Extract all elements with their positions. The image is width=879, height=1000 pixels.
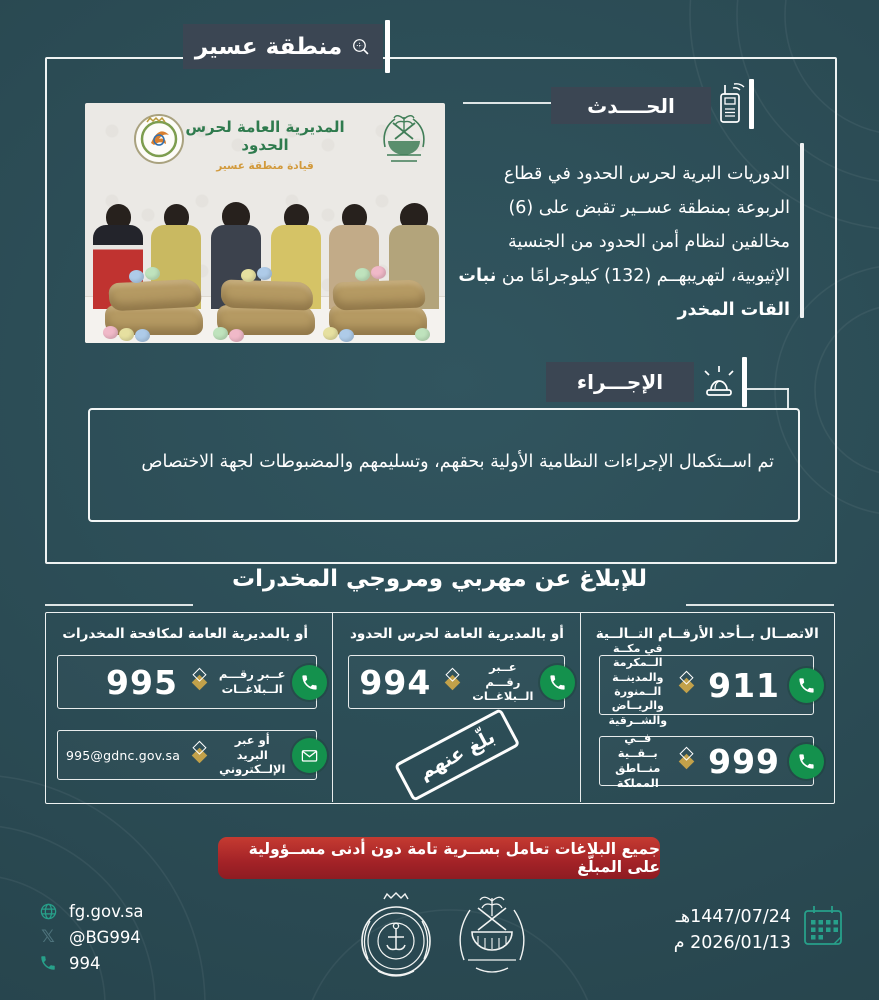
procedure-section-title-box	[546, 362, 694, 402]
contact-box-999	[599, 731, 814, 790]
footer-website-row	[38, 901, 144, 921]
footer-website: fg.gov.sa	[69, 901, 144, 921]
qat-bundle	[339, 329, 354, 342]
procedure-accent-bar	[742, 357, 747, 407]
procedure-section-title: الإجـــراء	[576, 370, 664, 394]
event-body-text	[458, 157, 790, 327]
column-call-numbers	[580, 612, 833, 802]
diamond-bullet	[679, 677, 695, 693]
border-guard-emblem	[354, 891, 438, 987]
x-logo-icon: 𝕏	[41, 927, 55, 947]
border-guard-header: أو بالمديرية العامة لحرس الحدود	[349, 626, 564, 642]
diamond-bullet	[192, 674, 208, 690]
email-address: 995@gdnc.gov.sa	[65, 747, 181, 763]
label-994: عــبر رقـــم الــبلاغــات	[472, 659, 534, 704]
footer-x-handle: @BG994	[69, 927, 141, 947]
event-connector-line	[463, 102, 551, 104]
qat-bundle	[229, 329, 244, 342]
qat-bundle	[415, 328, 430, 341]
call-numbers-header: الاتصــال بــأحد الأرقــام التــالــية	[595, 626, 819, 642]
footer-phone-row	[38, 953, 144, 973]
label-911: في مكــة الــمكرمة والمدينــة الــمنورة والريــاض والشــرقية	[608, 642, 668, 727]
footer-contacts	[38, 901, 144, 973]
contact-box-911	[599, 642, 814, 727]
footer-emblems	[352, 888, 538, 990]
globe-icon	[38, 901, 58, 921]
diamond-bullet	[679, 753, 695, 769]
label-email: أو عبر البريد الإلــكتروني	[219, 732, 286, 777]
event-accent-bar	[749, 79, 754, 129]
qat-bundle	[135, 329, 150, 342]
region-accent-bar	[385, 20, 390, 73]
qat-bundle	[129, 270, 144, 283]
footer-dates	[674, 903, 845, 953]
phone-icon	[789, 668, 824, 703]
report-grid	[45, 612, 833, 802]
moi-photo-emblem	[375, 109, 433, 171]
phone-icon	[292, 665, 327, 700]
number-995: 995	[106, 662, 178, 702]
label-999: فــي بــقــية منــاطق المملكة	[615, 731, 661, 790]
qat-bundle	[145, 267, 160, 280]
event-section-title-box	[551, 87, 711, 124]
event-text-accent-bar	[800, 143, 804, 318]
label-995: عــبر رقـــم الــبلاغــات	[218, 667, 286, 696]
event-body-main: الدوريات البرية لحرس الحدود في قطاع الربوعة بمنطقة عســير تقبض على (6) مخالفين لنظام أمن الحدود من الجنسية الإثيوبية، لتهريبهــم (132) كيلوجرامًا من	[496, 163, 790, 286]
siren-icon	[698, 360, 740, 404]
region-title-label: منطقة عسير	[194, 33, 343, 60]
diamond-bullet	[445, 674, 461, 690]
contact-box-994	[348, 655, 565, 709]
photo-org-title: المديرية العامة لحرس الحدود	[185, 118, 345, 154]
confidentiality-banner: جميع البلاغات تعامل بســرية تامة دون أدنى مســؤولية على المبلّغ	[218, 837, 660, 879]
event-body-bold: نبات القات المخدر	[458, 265, 790, 320]
diamond-bullet	[192, 747, 208, 763]
date-hijri: 1447/07/24هـ	[675, 907, 791, 927]
date-gregorian: 2026/01/13 م	[673, 933, 791, 953]
column-narcotics-control	[38, 612, 332, 802]
contact-box-email	[57, 730, 317, 780]
narcotics-control-header: أو بالمديرية العامة لمكافحة المخدرات	[62, 626, 308, 642]
procedure-body-text: تم اســتكمال الإجراءات النظامية الأولية بحقهم، وتسليمهم والمضبوطات لجهة الاختصاص	[141, 451, 774, 472]
phone-icon	[38, 953, 58, 973]
procedure-connector-h	[747, 388, 789, 390]
photo-heading	[165, 118, 365, 172]
procedure-body-box	[88, 408, 800, 522]
report-section-title: للإبلاغ عن مهربي ومروجي المخدرات	[231, 566, 647, 592]
seized-sack	[333, 279, 426, 310]
evidence-photo	[85, 103, 445, 343]
footer-x-row	[38, 927, 144, 947]
region-title-box	[183, 24, 383, 69]
moi-emblem	[448, 890, 536, 988]
column-border-guard	[332, 612, 580, 802]
seized-sack	[221, 279, 314, 310]
radio-icon	[713, 82, 747, 126]
footer-phone: 994	[69, 953, 101, 973]
number-994: 994	[359, 662, 432, 702]
number-999: 999	[708, 741, 780, 781]
report-title-dash-right	[686, 604, 834, 606]
qat-bundle	[323, 327, 338, 340]
qat-bundle	[103, 326, 118, 339]
qat-bundle	[257, 267, 272, 280]
event-section-title: الحــــدث	[587, 93, 675, 118]
number-911: 911	[708, 665, 780, 705]
magnifier-map-icon	[351, 37, 371, 57]
date-block	[674, 907, 791, 953]
envelope-icon	[292, 738, 327, 773]
contact-box-995	[57, 655, 317, 709]
qat-bundle	[213, 327, 228, 340]
procedure-connector-v	[787, 388, 789, 410]
qat-bundle	[355, 268, 370, 281]
qat-bundle	[371, 266, 386, 279]
qat-bundle	[241, 269, 256, 282]
report-them-stamp: بلّغ عنهم	[394, 708, 520, 802]
calendar-icon	[801, 903, 845, 949]
qat-bundle	[119, 328, 134, 341]
seized-sack	[108, 279, 201, 312]
photo-org-subtitle: قيادة منطقة عسير	[216, 160, 314, 172]
phone-icon	[540, 665, 575, 700]
phone-icon	[789, 744, 824, 779]
report-title-dash-left	[45, 604, 193, 606]
